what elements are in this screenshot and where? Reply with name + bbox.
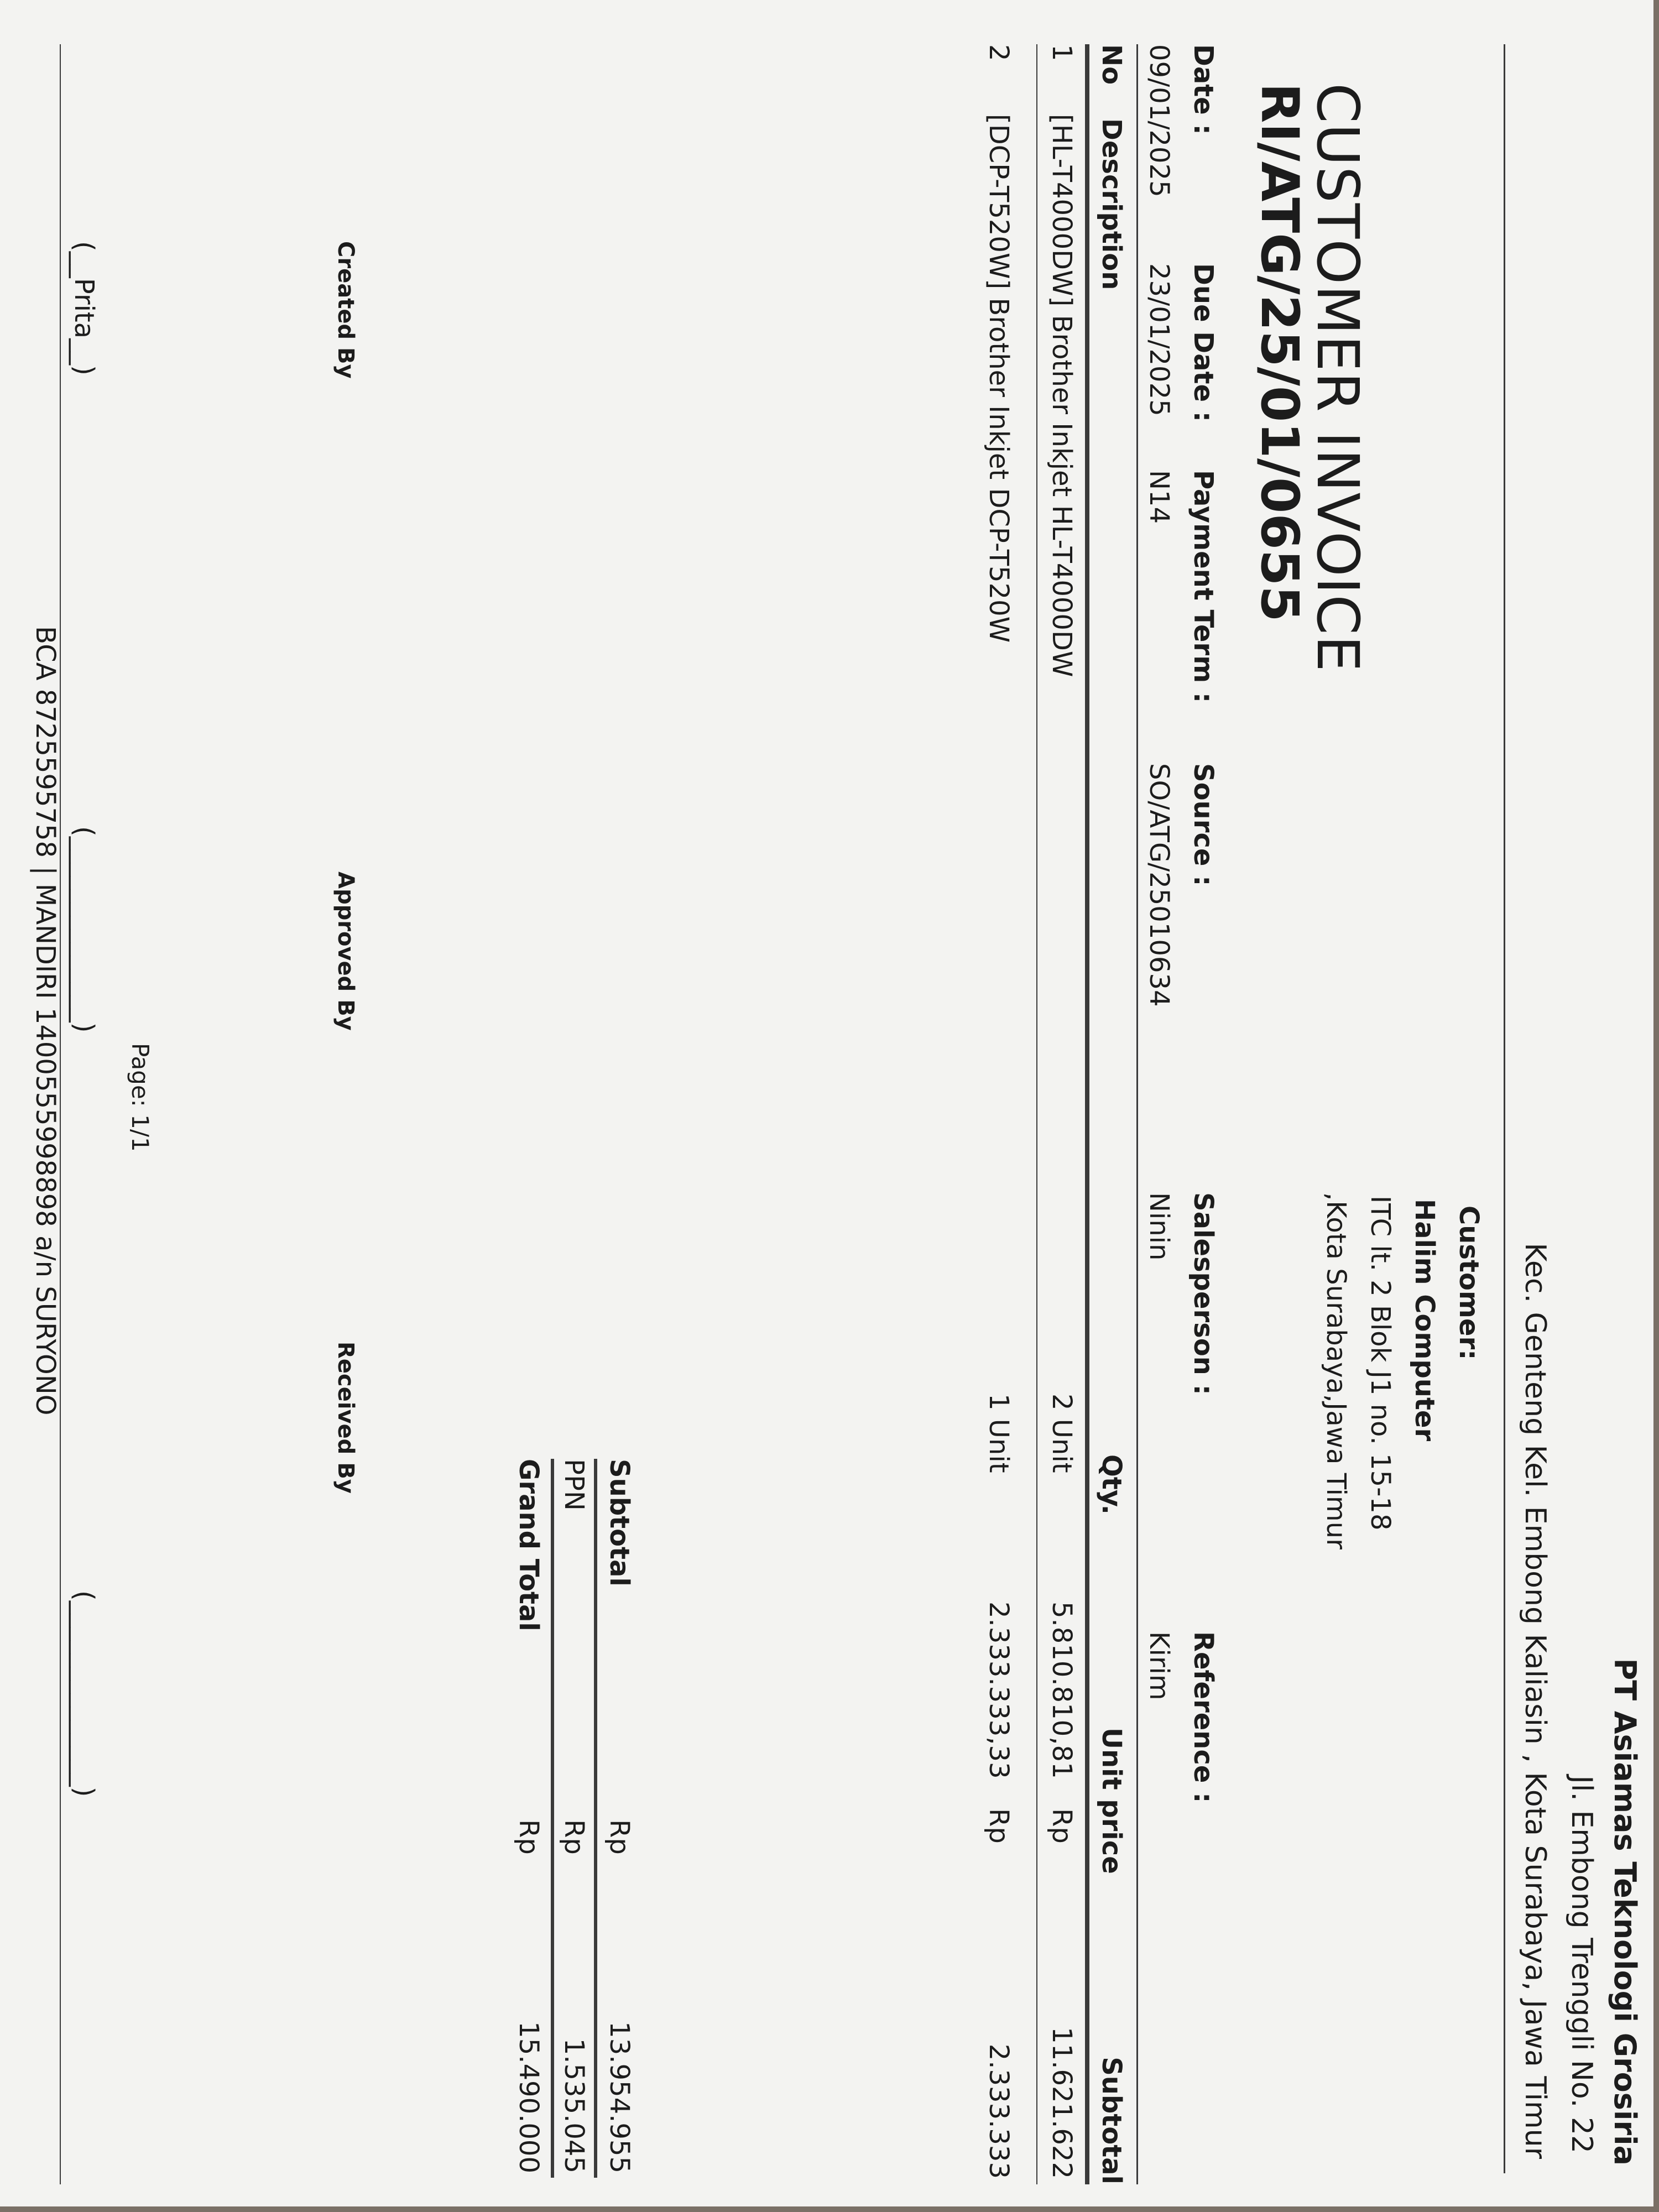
row-description: [DCP-T520W] Brother Inkjet DCP-T520W	[983, 114, 1014, 643]
row-qty: 1 Unit	[983, 1394, 1014, 1473]
table-top-rule	[1136, 44, 1138, 2184]
row-subtotal: 2.333.333	[983, 2043, 1014, 2179]
ppn-rule	[551, 1459, 554, 2178]
header-divider	[1504, 44, 1505, 2173]
col-no-header: No	[1096, 44, 1127, 85]
date-value: 09/01/2025	[1144, 44, 1175, 197]
created-by-name: (__Prita__)	[69, 241, 100, 375]
col-qty-header: Qty.	[1096, 1454, 1127, 1515]
received-by-label: Received By	[333, 1342, 358, 1494]
grand-total-label: Grand Total	[513, 1459, 544, 1631]
approved-by-label: Approved By	[333, 872, 358, 1031]
payment-term-value: N14	[1144, 470, 1175, 524]
col-unit-price-header: Unit price	[1096, 1728, 1127, 1874]
row-divider	[1036, 44, 1037, 2184]
row-qty: 2 Unit	[1046, 1394, 1077, 1473]
approved-by-blank: (______________)	[69, 826, 100, 1033]
company-address-line1: Jl. Embong Trenggli No. 22	[1565, 1775, 1598, 2153]
row-subtotal: 11.621.622	[1046, 2027, 1077, 2179]
source-value: SO/ATG/25010634	[1144, 763, 1175, 1007]
ppn-label: PPN	[559, 1459, 589, 1511]
grand-total-value: 15.490.000	[513, 2021, 544, 2173]
col-description-header: Description	[1096, 118, 1127, 290]
ppn-currency: Rp	[559, 1819, 589, 1855]
col-subtotal-header: Subtotal	[1096, 2057, 1127, 2184]
source-label: Source :	[1188, 763, 1219, 886]
row-no: 1	[1046, 44, 1077, 61]
due-date-label: Due Date :	[1188, 263, 1219, 422]
row-unit-price: 5.810.810,81	[1046, 1601, 1077, 1779]
grand-total-currency: Rp	[513, 1819, 544, 1855]
customer-name: Halim Computer	[1409, 1199, 1440, 1442]
reference-label: Reference :	[1188, 1631, 1219, 1803]
bank-accounts: BCA 8725595758 | MANDIRI 1400555998898 a/n SURYONO	[30, 626, 61, 1416]
date-label: Date :	[1188, 44, 1219, 135]
row-unit-price: 2.333.333,33	[983, 1601, 1014, 1779]
company-address-line2: Kec. Genteng Kel. Embong Kaliasin , Kota Surabaya, Jawa Timur	[1519, 1243, 1552, 2159]
due-date-value: 23/01/2025	[1144, 263, 1175, 416]
subtotal-label: Subtotal	[604, 1459, 635, 1587]
row-no: 2	[983, 44, 1014, 61]
subtotal-value: 13.954.955	[604, 2021, 635, 2173]
subtotal-currency: Rp	[604, 1819, 635, 1855]
salesperson-label: Salesperson :	[1188, 1192, 1219, 1395]
payment-term-label: Payment Term :	[1188, 470, 1219, 703]
reference-value: Kirim	[1144, 1631, 1175, 1700]
customer-heading: Customer:	[1453, 1206, 1484, 1360]
company-name: PT Asiamas Teknologi Grosiria	[1608, 1658, 1642, 2166]
received-by-blank: (______________)	[69, 1590, 100, 1797]
ppn-value: 1.535.045	[559, 2038, 589, 2173]
row-description: [HL-T4000DW] Brother Inkjet HL-T4000DW	[1046, 114, 1077, 677]
created-by-label: Created By	[333, 241, 358, 379]
customer-invoice	[6, 0, 1659, 2206]
page-number: Page: 1/1	[127, 1043, 154, 1152]
customer-address-line2: ,Kota Surabaya,Jawa Timur	[1321, 1192, 1352, 1550]
invoice-title: CUSTOMER INVOICE	[1304, 83, 1371, 672]
customer-address-line1: ITC lt. 2 Blok J1 no. 15-18	[1365, 1196, 1396, 1531]
salesperson-value: Ninin	[1144, 1192, 1175, 1261]
invoice-number: RI/ATG/25/01/0655	[1249, 83, 1310, 622]
table-header-rule	[1085, 44, 1089, 2184]
row-currency: Rp	[1046, 1808, 1077, 1844]
row-currency: Rp	[983, 1808, 1014, 1844]
subtotal-rule	[594, 1459, 597, 2178]
